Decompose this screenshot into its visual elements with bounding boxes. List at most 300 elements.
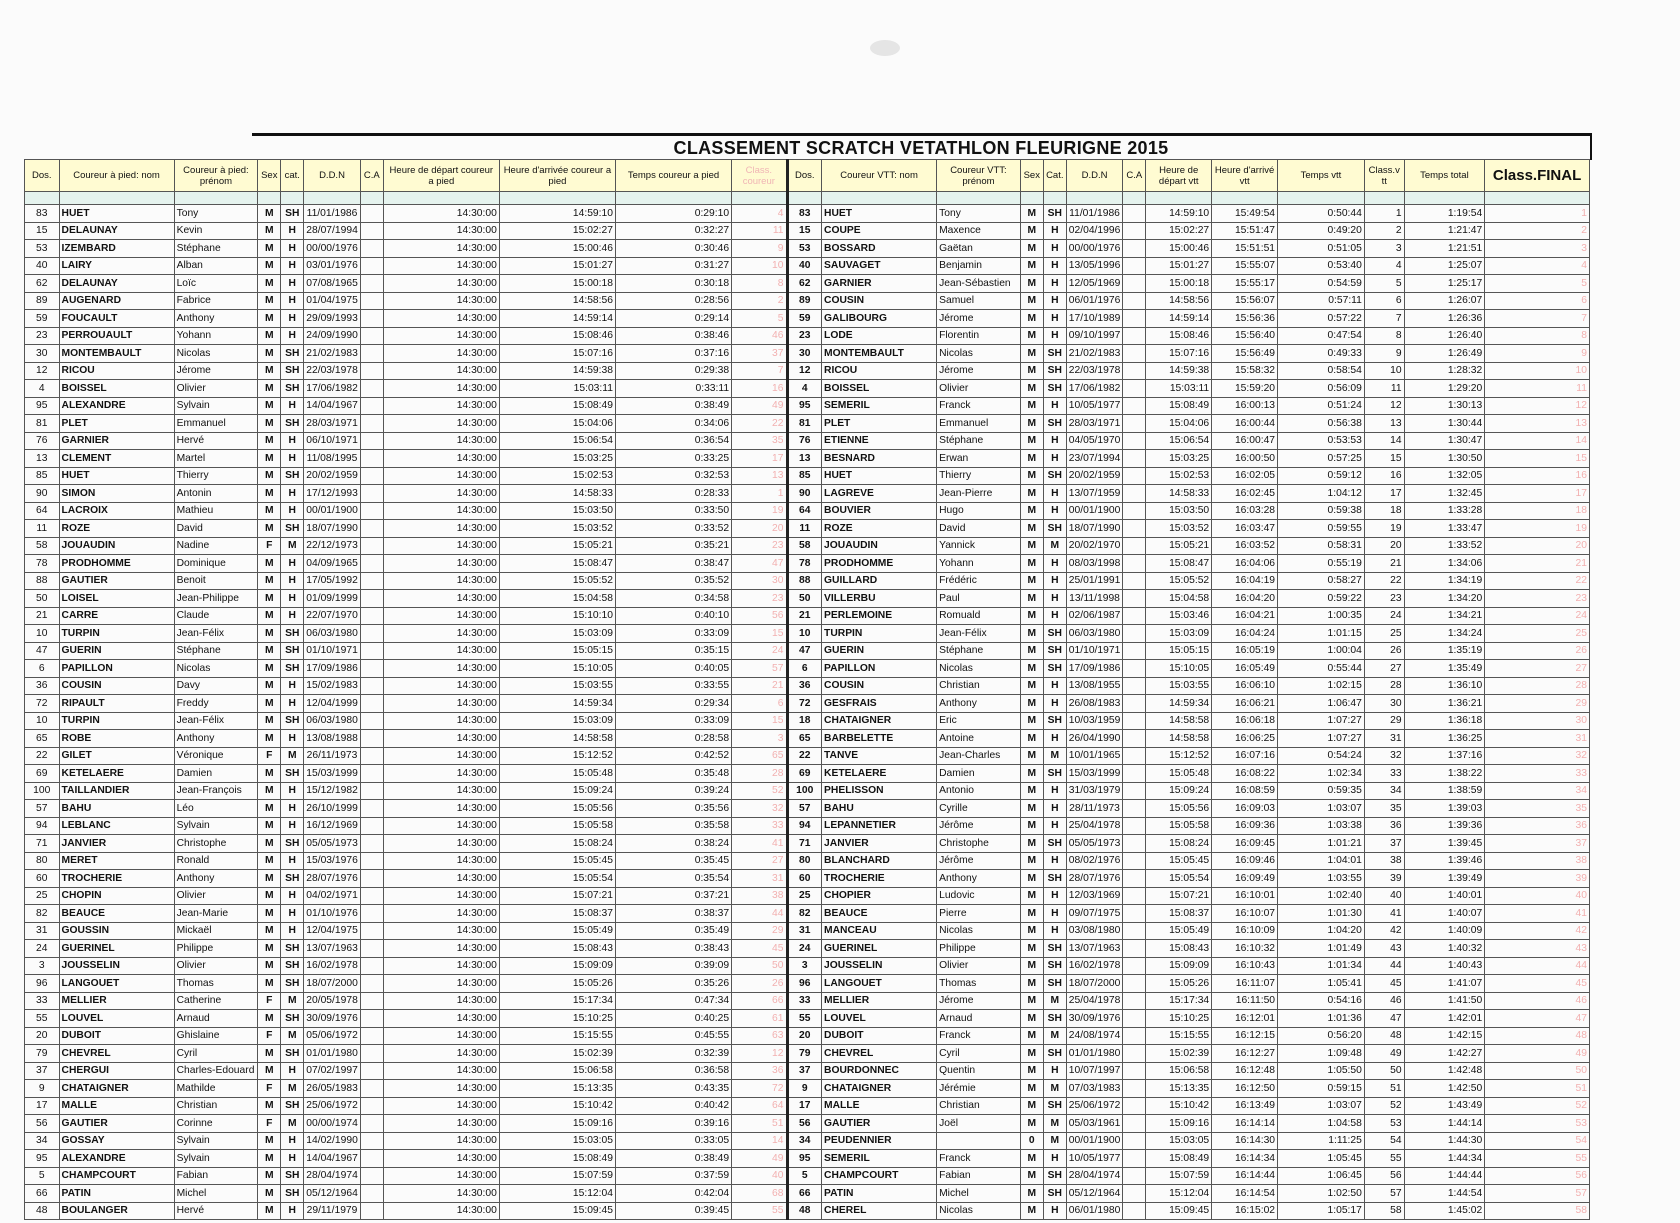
- table-row: [25, 747, 1590, 765]
- table-cell: [360, 905, 383, 923]
- table-cell: David: [937, 520, 1021, 538]
- table-cell: 15:07:59: [1146, 1167, 1212, 1185]
- table-cell: 58: [787, 537, 822, 555]
- column-header: Heure de départ coureur a pied: [383, 160, 499, 192]
- table-cell: 1:01:30: [1278, 905, 1365, 923]
- table-cell: BOSSARD: [822, 240, 937, 258]
- table-cell: 23: [732, 537, 787, 555]
- column-header: Class.v tt: [1364, 160, 1404, 192]
- table-cell: 56: [787, 1115, 822, 1133]
- table-cell: 01/09/1999: [304, 590, 360, 608]
- table-cell: 95: [787, 397, 822, 415]
- table-cell: SH: [1043, 380, 1066, 398]
- table-cell: 0:37:16: [615, 345, 731, 363]
- table-cell: [360, 1045, 383, 1063]
- column-header: cat.: [281, 160, 304, 192]
- table-cell: [360, 625, 383, 643]
- table-cell: 15:12:04: [499, 1185, 615, 1203]
- table-cell: SH: [1043, 835, 1066, 853]
- table-cell: 15:04:06: [499, 415, 615, 433]
- table-cell: 21: [787, 607, 822, 625]
- table-cell: PAPILLON: [59, 660, 174, 678]
- table-cell: MALLE: [822, 1097, 937, 1115]
- table-cell: 0:32:53: [615, 467, 731, 485]
- table-cell: 15:05:21: [1146, 537, 1212, 555]
- table-cell: CHEREL: [822, 1202, 937, 1220]
- table-cell: F: [258, 992, 281, 1010]
- table-cell: 16:06:25: [1212, 730, 1278, 748]
- table-cell: 14:30:00: [383, 712, 499, 730]
- table-row: [25, 590, 1590, 608]
- table-cell: Florentin: [937, 327, 1021, 345]
- table-cell: [360, 502, 383, 520]
- table-cell: 16:09:46: [1212, 852, 1278, 870]
- table-cell: 29: [1485, 695, 1590, 713]
- table-cell: 44: [1364, 957, 1404, 975]
- table-cell: 16:13:49: [1212, 1097, 1278, 1115]
- table-cell: 15:03:50: [499, 502, 615, 520]
- table-cell: 9: [732, 240, 787, 258]
- table-cell: 94: [25, 817, 60, 835]
- table-cell: 4: [787, 380, 822, 398]
- table-cell: 0:59:12: [1278, 467, 1365, 485]
- table-row: [25, 310, 1590, 328]
- table-cell: M: [1020, 992, 1043, 1010]
- table-cell: [1123, 310, 1146, 328]
- table-cell: 07/02/1997: [304, 1062, 360, 1080]
- table-cell: 14:30:00: [383, 747, 499, 765]
- table-cell: 15:05:21: [499, 537, 615, 555]
- table-cell: 16:14:44: [1212, 1167, 1278, 1185]
- table-cell: ALEXANDRE: [59, 1150, 174, 1168]
- table-cell: BLANCHARD: [822, 852, 937, 870]
- table-cell: 81: [787, 415, 822, 433]
- table-cell: GUERIN: [822, 642, 937, 660]
- table-cell: 16:00:44: [1212, 415, 1278, 433]
- table-cell: SH: [281, 1045, 304, 1063]
- table-cell: [1123, 432, 1146, 450]
- table-cell: 14:30:00: [383, 922, 499, 940]
- table-cell: 33: [787, 992, 822, 1010]
- table-cell: 06/10/1971: [304, 432, 360, 450]
- table-cell: H: [281, 502, 304, 520]
- table-cell: 0:42:04: [615, 1185, 731, 1203]
- table-cell: M: [258, 1132, 281, 1150]
- table-cell: 14:30:00: [383, 415, 499, 433]
- table-cell: 31: [25, 922, 60, 940]
- table-cell: 1:01:36: [1278, 1010, 1365, 1028]
- table-cell: Franck: [937, 1027, 1021, 1045]
- table-cell: BARBELETTE: [822, 730, 937, 748]
- table-cell: 55: [25, 1010, 60, 1028]
- table-row: [25, 555, 1590, 573]
- table-cell: 14:58:56: [1146, 292, 1212, 310]
- table-cell: [360, 695, 383, 713]
- table-cell: 0:40:10: [615, 607, 731, 625]
- table-cell: Claude: [174, 607, 258, 625]
- table-cell: 12/05/1969: [1066, 275, 1122, 293]
- table-cell: 15:09:45: [499, 1202, 615, 1220]
- table-cell: 1:43:49: [1404, 1097, 1485, 1115]
- table-cell: 16:04:21: [1212, 607, 1278, 625]
- table-cell: 15:13:35: [1146, 1080, 1212, 1098]
- table-cell: M: [1020, 642, 1043, 660]
- table-cell: 00/01/1900: [1066, 1132, 1122, 1150]
- table-cell: 15:05:56: [1146, 800, 1212, 818]
- table-cell: 14:30:00: [383, 1167, 499, 1185]
- table-cell: 16:10:32: [1212, 940, 1278, 958]
- table-cell: 28/11/1973: [1066, 800, 1122, 818]
- table-cell: 15: [1485, 450, 1590, 468]
- table-cell: 5: [1364, 275, 1404, 293]
- table-cell: [1123, 555, 1146, 573]
- table-cell: 1:07:27: [1278, 730, 1365, 748]
- table-cell: BOUVIER: [822, 502, 937, 520]
- table-cell: 23: [787, 327, 822, 345]
- table-cell: PLET: [59, 415, 174, 433]
- table-cell: [1123, 380, 1146, 398]
- table-cell: 1:36:21: [1404, 695, 1485, 713]
- table-cell: 15:13:35: [499, 1080, 615, 1098]
- table-cell: M: [258, 922, 281, 940]
- table-cell: 1:40:07: [1404, 905, 1485, 923]
- table-cell: 0:59:38: [1278, 502, 1365, 520]
- table-row: [25, 520, 1590, 538]
- table-cell: M: [1020, 1185, 1043, 1203]
- table-cell: 18: [787, 712, 822, 730]
- table-cell: Jean-Pierre: [937, 485, 1021, 503]
- table-cell: [360, 607, 383, 625]
- table-cell: Sylvain: [174, 817, 258, 835]
- table-cell: 0:59:35: [1278, 782, 1365, 800]
- table-cell: 14: [1364, 432, 1404, 450]
- table-cell: M: [258, 1010, 281, 1028]
- table-cell: M: [1020, 677, 1043, 695]
- table-cell: 15:08:37: [1146, 905, 1212, 923]
- table-cell: 15:02:27: [1146, 222, 1212, 240]
- column-header: Dos.: [787, 160, 822, 192]
- table-cell: SH: [281, 1167, 304, 1185]
- table-cell: 24: [1364, 607, 1404, 625]
- table-cell: 49: [732, 1150, 787, 1168]
- table-cell: 14:30:00: [383, 887, 499, 905]
- table-cell: 6: [25, 660, 60, 678]
- table-cell: 14:30:00: [383, 1115, 499, 1133]
- table-cell: Thomas: [937, 975, 1021, 993]
- table-cell: H: [281, 222, 304, 240]
- table-cell: Davy: [174, 677, 258, 695]
- table-cell: M: [1020, 975, 1043, 993]
- table-cell: 85: [25, 467, 60, 485]
- table-cell: 65: [25, 730, 60, 748]
- table-cell: 15:09:09: [499, 957, 615, 975]
- table-cell: GALIBOURG: [822, 310, 937, 328]
- table-cell: 06/03/1980: [304, 712, 360, 730]
- table-cell: MANCEAU: [822, 922, 937, 940]
- table-cell: BAHU: [822, 800, 937, 818]
- table-cell: 15:05:48: [1146, 765, 1212, 783]
- table-cell: 02/06/1987: [1066, 607, 1122, 625]
- table-row: [25, 695, 1590, 713]
- table-cell: 55: [787, 1010, 822, 1028]
- table-cell: H: [281, 1150, 304, 1168]
- table-cell: 10: [787, 625, 822, 643]
- table-cell: M: [1020, 800, 1043, 818]
- table-cell: M: [1020, 520, 1043, 538]
- table-cell: 0:33:11: [615, 380, 731, 398]
- table-cell: 14:30:00: [383, 292, 499, 310]
- table-cell: 0:35:21: [615, 537, 731, 555]
- table-cell: 0:34:06: [615, 415, 731, 433]
- table-cell: 36: [25, 677, 60, 695]
- table-cell: GUERIN: [59, 642, 174, 660]
- table-cell: 01/01/1980: [304, 1045, 360, 1063]
- table-cell: 14:30:00: [383, 590, 499, 608]
- table-cell: 16:02:05: [1212, 467, 1278, 485]
- table-cell: 48: [1364, 1027, 1404, 1045]
- table-cell: 15: [1364, 450, 1404, 468]
- table-cell: 60: [787, 870, 822, 888]
- table-cell: 0:58:31: [1278, 537, 1365, 555]
- table-cell: 16:00:47: [1212, 432, 1278, 450]
- table-cell: TANVE: [822, 747, 937, 765]
- table-cell: 26: [1485, 642, 1590, 660]
- table-cell: 16:00:13: [1212, 397, 1278, 415]
- table-cell: M: [258, 502, 281, 520]
- table-cell: M: [258, 292, 281, 310]
- table-cell: 20: [1364, 537, 1404, 555]
- table-cell: 14:30:00: [383, 275, 499, 293]
- table-row: [25, 905, 1590, 923]
- table-cell: PERLEMOINE: [822, 607, 937, 625]
- table-cell: 10/03/1959: [1066, 712, 1122, 730]
- table-cell: F: [258, 1115, 281, 1133]
- table-cell: 06/01/1976: [1066, 292, 1122, 310]
- table-cell: GAUTIER: [59, 1115, 174, 1133]
- table-cell: 82: [25, 905, 60, 923]
- table-cell: Joël: [937, 1115, 1021, 1133]
- table-cell: 32: [1364, 747, 1404, 765]
- table-cell: Tony: [937, 205, 1021, 223]
- table-row: [25, 765, 1590, 783]
- table-cell: 1:33:47: [1404, 520, 1485, 538]
- table-cell: 8: [1364, 327, 1404, 345]
- table-cell: 11/01/1986: [304, 205, 360, 223]
- table-cell: 59: [787, 310, 822, 328]
- table-cell: 08/03/1998: [1066, 555, 1122, 573]
- table-cell: [1123, 1062, 1146, 1080]
- table-cell: M: [281, 1027, 304, 1045]
- table-cell: 14:30:00: [383, 1202, 499, 1220]
- table-cell: [1123, 712, 1146, 730]
- table-cell: 14/02/1990: [304, 1132, 360, 1150]
- table-cell: 28/07/1976: [304, 870, 360, 888]
- table-cell: SH: [281, 660, 304, 678]
- table-cell: 0:34:58: [615, 590, 731, 608]
- table-cell: DUBOIT: [59, 1027, 174, 1045]
- table-cell: [360, 520, 383, 538]
- table-cell: 64: [732, 1097, 787, 1115]
- table-cell: 15: [25, 222, 60, 240]
- table-cell: Jean-François: [174, 782, 258, 800]
- table-cell: [1123, 660, 1146, 678]
- table-cell: M: [258, 660, 281, 678]
- table-cell: 19: [1485, 520, 1590, 538]
- table-row: [25, 1045, 1590, 1063]
- table-cell: 40: [787, 257, 822, 275]
- table-cell: 17/12/1993: [304, 485, 360, 503]
- column-header: Coureur VTT: nom: [822, 160, 937, 192]
- table-cell: LACROIX: [59, 502, 174, 520]
- table-cell: [360, 992, 383, 1010]
- table-cell: [360, 415, 383, 433]
- table-cell: SH: [1043, 520, 1066, 538]
- table-cell: 16:12:48: [1212, 1062, 1278, 1080]
- table-cell: H: [1043, 1062, 1066, 1080]
- table-cell: 1:33:52: [1404, 537, 1485, 555]
- table-cell: 15:59:20: [1212, 380, 1278, 398]
- table-cell: 30: [732, 572, 787, 590]
- table-cell: H: [281, 905, 304, 923]
- table-cell: 23/07/1994: [1066, 450, 1122, 468]
- table-cell: H: [1043, 502, 1066, 520]
- table-cell: [360, 362, 383, 380]
- table-cell: 14:30:00: [383, 450, 499, 468]
- table-cell: 30: [1485, 712, 1590, 730]
- table-cell: SH: [1043, 765, 1066, 783]
- table-cell: 0:38:49: [615, 1150, 731, 1168]
- table-cell: PHELISSON: [822, 782, 937, 800]
- table-cell: 0:29:10: [615, 205, 731, 223]
- table-cell: CHATAIGNER: [822, 1080, 937, 1098]
- table-cell: 40: [732, 1167, 787, 1185]
- table-cell: LANGOUET: [59, 975, 174, 993]
- table-cell: COUSIN: [822, 677, 937, 695]
- header-row: [25, 160, 1590, 192]
- table-cell: Nadine: [174, 537, 258, 555]
- table-cell: 7: [732, 362, 787, 380]
- table-cell: 0:33:50: [615, 502, 731, 520]
- table-cell: 10: [1364, 362, 1404, 380]
- table-cell: 82: [787, 905, 822, 923]
- table-cell: 1:36:10: [1404, 677, 1485, 695]
- table-cell: [360, 345, 383, 363]
- table-cell: 15:02:27: [499, 222, 615, 240]
- table-cell: 16:05:49: [1212, 660, 1278, 678]
- table-cell: 14:30:00: [383, 397, 499, 415]
- table-cell: Antonin: [174, 485, 258, 503]
- table-cell: Olivier: [937, 380, 1021, 398]
- table-cell: M: [258, 940, 281, 958]
- table-cell: Emmanuel: [937, 415, 1021, 433]
- table-cell: 17: [732, 450, 787, 468]
- table-cell: H: [1043, 240, 1066, 258]
- table-cell: [360, 1150, 383, 1168]
- table-cell: 09/10/1997: [1066, 327, 1122, 345]
- table-cell: SH: [1043, 625, 1066, 643]
- table-cell: 15:03:05: [499, 1132, 615, 1150]
- table-cell: 26/05/1983: [304, 1080, 360, 1098]
- table-cell: M: [258, 677, 281, 695]
- table-cell: H: [281, 677, 304, 695]
- table-cell: SH: [1043, 642, 1066, 660]
- table-cell: 11/08/1995: [304, 450, 360, 468]
- table-cell: 16:04:06: [1212, 555, 1278, 573]
- table-cell: JANVIER: [822, 835, 937, 853]
- table-cell: GARNIER: [822, 275, 937, 293]
- table-cell: Michel: [174, 1185, 258, 1203]
- table-cell: Jean-Charles: [937, 747, 1021, 765]
- table-cell: 45: [1485, 975, 1590, 993]
- table-cell: [1123, 590, 1146, 608]
- table-cell: 0:29:38: [615, 362, 731, 380]
- table-cell: 15:15:55: [1146, 1027, 1212, 1045]
- table-cell: Fabrice: [174, 292, 258, 310]
- table-cell: 26/08/1983: [1066, 695, 1122, 713]
- table-cell: 16:14:14: [1212, 1115, 1278, 1133]
- table-cell: 51: [1364, 1080, 1404, 1098]
- table-cell: CHOPIER: [822, 887, 937, 905]
- table-row: [25, 502, 1590, 520]
- table-cell: 1:01:49: [1278, 940, 1365, 958]
- table-cell: [1123, 1132, 1146, 1150]
- table-cell: M: [1020, 940, 1043, 958]
- table-cell: 81: [25, 415, 60, 433]
- table-cell: 12: [787, 362, 822, 380]
- table-cell: [1123, 607, 1146, 625]
- table-cell: 15:07:59: [499, 1167, 615, 1185]
- table-cell: H: [1043, 922, 1066, 940]
- table-cell: 16:10:43: [1212, 957, 1278, 975]
- table-cell: [1123, 327, 1146, 345]
- table-cell: Benoit: [174, 572, 258, 590]
- table-cell: 28/07/1976: [1066, 870, 1122, 888]
- table-cell: 16:14:30: [1212, 1132, 1278, 1150]
- table-cell: LOUVEL: [59, 1010, 174, 1028]
- table-cell: SAUVAGET: [822, 257, 937, 275]
- table-cell: 1:07:27: [1278, 712, 1365, 730]
- table-cell: 15:03:11: [1146, 380, 1212, 398]
- table-cell: M: [258, 607, 281, 625]
- table-cell: 27: [732, 852, 787, 870]
- table-cell: 14:30:00: [383, 205, 499, 223]
- table-cell: Loïc: [174, 275, 258, 293]
- table-cell: 1:02:34: [1278, 765, 1365, 783]
- table-cell: 44: [732, 905, 787, 923]
- table-cell: 1:40:43: [1404, 957, 1485, 975]
- table-cell: 22: [732, 415, 787, 433]
- table-cell: SH: [1043, 415, 1066, 433]
- table-cell: 16:04:19: [1212, 572, 1278, 590]
- table-cell: 15:05:54: [499, 870, 615, 888]
- table-cell: 15:10:05: [1146, 660, 1212, 678]
- table-cell: 29/11/1979: [304, 1202, 360, 1220]
- table-cell: TAILLANDIER: [59, 782, 174, 800]
- table-cell: 40: [1485, 887, 1590, 905]
- table-cell: SH: [1043, 362, 1066, 380]
- table-cell: H: [281, 852, 304, 870]
- table-cell: PRODHOMME: [822, 555, 937, 573]
- table-cell: 14:30:00: [383, 625, 499, 643]
- table-cell: 15/03/1976: [304, 852, 360, 870]
- table-cell: Olivier: [174, 887, 258, 905]
- table-cell: 55: [1364, 1150, 1404, 1168]
- table-cell: 55: [732, 1202, 787, 1220]
- page-title: CLASSEMENT SCRATCH VETATHLON FLEURIGNE 2015: [673, 138, 1169, 158]
- table-cell: 6: [1485, 292, 1590, 310]
- table-cell: 46: [732, 327, 787, 345]
- table-cell: BOULANGER: [59, 1202, 174, 1220]
